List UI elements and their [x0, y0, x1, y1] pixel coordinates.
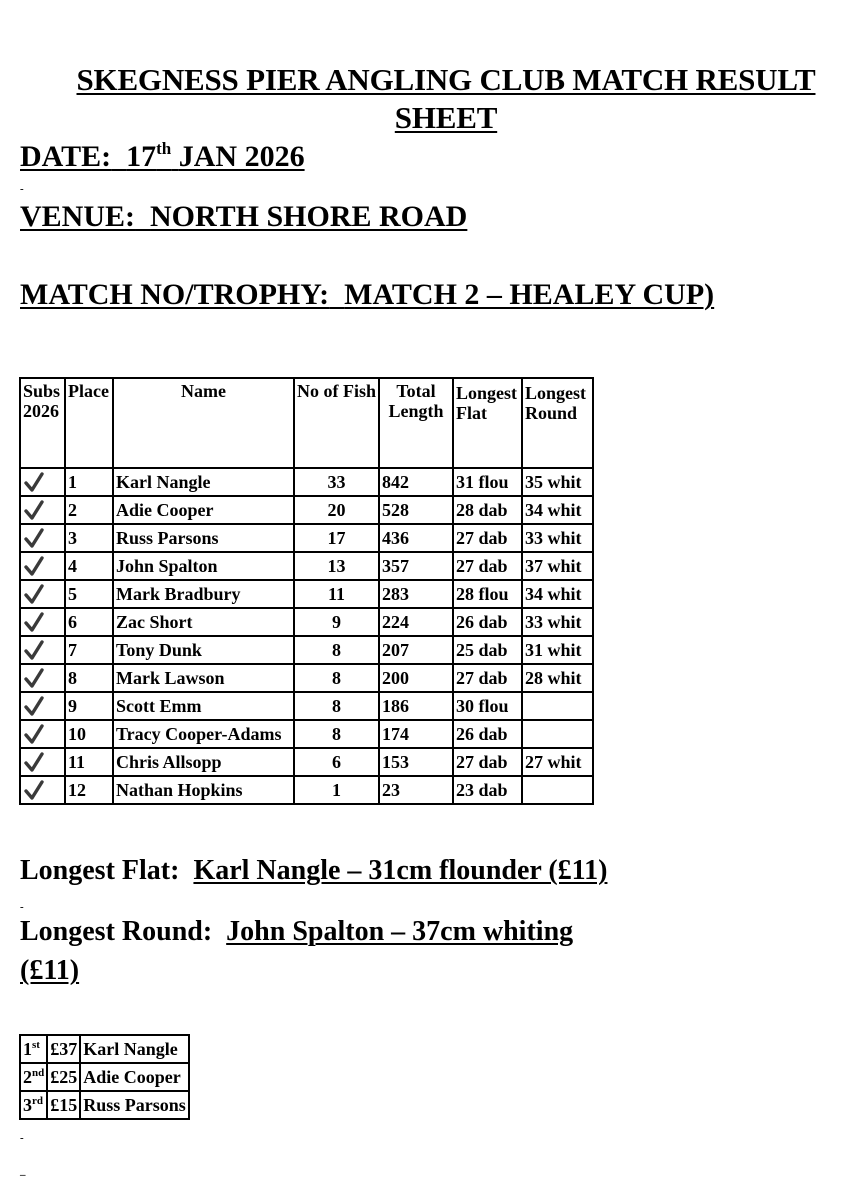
longest-round-value: John Spalton – 37cm whiting: [226, 916, 574, 947]
longest-round-award-line-2: [20, 954, 79, 988]
col-subs: Subs 2026: [20, 378, 65, 468]
title-line-1: SKEGNESS PIER ANGLING CLUB MATCH RESULT: [76, 62, 816, 97]
prize-amount: £25: [47, 1063, 80, 1091]
name-cell: Mark Lawson: [113, 664, 294, 692]
total-length-cell: 174: [379, 720, 453, 748]
subs-cell: [20, 748, 65, 776]
fish-count-cell: 17: [294, 524, 379, 552]
subs-cell: [20, 468, 65, 496]
name-cell: Tracy Cooper-Adams: [113, 720, 294, 748]
place-cell: 12: [65, 776, 113, 804]
place-cell: 5: [65, 580, 113, 608]
longest-round-cell: 37 whit: [522, 552, 593, 580]
subs-cell: [20, 636, 65, 664]
longest-round-cell: 31 whit: [522, 636, 593, 664]
longest-flat-cell: 25 dab: [453, 636, 522, 664]
table-row: [20, 664, 593, 692]
total-length-cell: 153: [379, 748, 453, 776]
name-cell: Scott Emm: [113, 692, 294, 720]
prize-winner: Adie Cooper: [80, 1063, 189, 1091]
prize-row: [20, 1063, 189, 1091]
place-cell: 8: [65, 664, 113, 692]
fish-count-cell: 8: [294, 720, 379, 748]
check-mark-icon: [23, 583, 45, 605]
separator-dash: -: [20, 1132, 24, 1144]
longest-round-cell: 28 whit: [522, 664, 593, 692]
separator-dash: -: [20, 901, 24, 913]
table-row: [20, 468, 593, 496]
prize-table: [19, 1034, 190, 1120]
separator-dash: –: [20, 1169, 26, 1181]
fish-count-cell: 11: [294, 580, 379, 608]
col-no-of-fish: No of Fish: [294, 378, 379, 468]
fish-count-cell: 1: [294, 776, 379, 804]
results-table: [19, 377, 594, 805]
subs-cell: [20, 720, 65, 748]
subs-cell: [20, 580, 65, 608]
total-length-cell: 357: [379, 552, 453, 580]
table-row: [20, 552, 593, 580]
table-row: [20, 636, 593, 664]
name-cell: Adie Cooper: [113, 496, 294, 524]
prize-position: 1st: [20, 1035, 47, 1063]
longest-flat-cell: 31 flou: [453, 468, 522, 496]
longest-round-cell: 33 whit: [522, 524, 593, 552]
col-total-length: Total Length: [379, 378, 453, 468]
table-row: [20, 580, 593, 608]
fish-count-cell: 6: [294, 748, 379, 776]
longest-flat-cell: 26 dab: [453, 720, 522, 748]
longest-flat-award: [20, 854, 607, 888]
date-suffix: th: [156, 139, 172, 158]
page-title: [0, 62, 857, 98]
prize-row: [20, 1035, 189, 1063]
separator-dash: -: [20, 183, 24, 195]
place-cell: 2: [65, 496, 113, 524]
total-length-cell: 436: [379, 524, 453, 552]
place-cell: 3: [65, 524, 113, 552]
results-header-row: [20, 378, 593, 468]
match-label: MATCH NO/TROPHY:: [20, 278, 330, 311]
title-line-2: SHEET: [394, 100, 498, 135]
total-length-cell: 842: [379, 468, 453, 496]
check-mark-icon: [23, 471, 45, 493]
venue-label: VENUE:: [20, 200, 136, 233]
subs-cell: [20, 552, 65, 580]
table-row: [20, 608, 593, 636]
longest-flat-cell: 30 flou: [453, 692, 522, 720]
fish-count-cell: 9: [294, 608, 379, 636]
longest-flat-cell: 28 flou: [453, 580, 522, 608]
check-mark-icon: [23, 499, 45, 521]
date-label: DATE:: [20, 140, 112, 173]
check-mark-icon: [23, 667, 45, 689]
fish-count-cell: 20: [294, 496, 379, 524]
subs-cell: [20, 608, 65, 636]
check-mark-icon: [23, 779, 45, 801]
fish-count-cell: 8: [294, 636, 379, 664]
page-title-line-2: [0, 100, 857, 136]
table-row: [20, 496, 593, 524]
longest-flat-cell: 23 dab: [453, 776, 522, 804]
col-longest-round: Longest Round: [522, 378, 593, 468]
longest-round-award: [20, 915, 573, 949]
table-row: [20, 748, 593, 776]
prize-position: 3rd: [20, 1091, 47, 1119]
place-cell: 10: [65, 720, 113, 748]
fish-count-cell: 8: [294, 692, 379, 720]
longest-flat-cell: 27 dab: [453, 748, 522, 776]
longest-flat-value: Karl Nangle – 31cm flounder (£11): [193, 855, 608, 886]
name-cell: Nathan Hopkins: [113, 776, 294, 804]
table-row: [20, 776, 593, 804]
place-cell: 1: [65, 468, 113, 496]
prize-position: 2nd: [20, 1063, 47, 1091]
longest-flat-cell: 26 dab: [453, 608, 522, 636]
date-line: [20, 140, 305, 174]
fish-count-cell: 13: [294, 552, 379, 580]
name-cell: Chris Allsopp: [113, 748, 294, 776]
total-length-cell: 23: [379, 776, 453, 804]
col-longest-flat: Longest Flat: [453, 378, 522, 468]
check-mark-icon: [23, 751, 45, 773]
match-line: [20, 278, 714, 312]
date-rest: JAN 2026: [178, 140, 305, 173]
subs-cell: [20, 692, 65, 720]
subs-cell: [20, 776, 65, 804]
place-cell: 9: [65, 692, 113, 720]
check-mark-icon: [23, 695, 45, 717]
total-length-cell: 283: [379, 580, 453, 608]
fish-count-cell: 8: [294, 664, 379, 692]
name-cell: Russ Parsons: [113, 524, 294, 552]
longest-round-cell: [522, 776, 593, 804]
venue-line: [20, 200, 467, 234]
name-cell: Mark Bradbury: [113, 580, 294, 608]
total-length-cell: 528: [379, 496, 453, 524]
total-length-cell: 207: [379, 636, 453, 664]
check-mark-icon: [23, 555, 45, 577]
longest-flat-cell: 27 dab: [453, 664, 522, 692]
subs-cell: [20, 524, 65, 552]
subs-cell: [20, 496, 65, 524]
place-cell: 11: [65, 748, 113, 776]
total-length-cell: 224: [379, 608, 453, 636]
prize-row: [20, 1091, 189, 1119]
match-value: MATCH 2 – HEALEY CUP): [344, 278, 715, 311]
longest-round-cell: 33 whit: [522, 608, 593, 636]
longest-flat-cell: 27 dab: [453, 552, 522, 580]
longest-flat-label: Longest Flat:: [20, 855, 180, 886]
name-cell: Tony Dunk: [113, 636, 294, 664]
longest-round-cell: 27 whit: [522, 748, 593, 776]
longest-round-cell: 34 whit: [522, 496, 593, 524]
col-name: Name: [113, 378, 294, 468]
subs-cell: [20, 664, 65, 692]
check-mark-icon: [23, 611, 45, 633]
longest-round-cell: [522, 692, 593, 720]
prize-amount: £37: [47, 1035, 80, 1063]
longest-round-cell: 34 whit: [522, 580, 593, 608]
name-cell: Zac Short: [113, 608, 294, 636]
fish-count-cell: 33: [294, 468, 379, 496]
table-row: [20, 692, 593, 720]
longest-round-cell: 35 whit: [522, 468, 593, 496]
venue-value: NORTH SHORE ROAD: [150, 200, 468, 233]
longest-flat-cell: 27 dab: [453, 524, 522, 552]
longest-round-cell: [522, 720, 593, 748]
longest-round-label: Longest Round:: [20, 916, 213, 947]
table-row: [20, 524, 593, 552]
table-row: [20, 720, 593, 748]
date-day: 17: [126, 140, 157, 173]
prize-amount: £15: [47, 1091, 80, 1119]
check-mark-icon: [23, 527, 45, 549]
check-mark-icon: [23, 723, 45, 745]
place-cell: 6: [65, 608, 113, 636]
place-cell: 7: [65, 636, 113, 664]
place-cell: 4: [65, 552, 113, 580]
longest-flat-cell: 28 dab: [453, 496, 522, 524]
prize-winner: Russ Parsons: [80, 1091, 189, 1119]
name-cell: Karl Nangle: [113, 468, 294, 496]
name-cell: John Spalton: [113, 552, 294, 580]
col-place: Place: [65, 378, 113, 468]
total-length-cell: 200: [379, 664, 453, 692]
total-length-cell: 186: [379, 692, 453, 720]
prize-winner: Karl Nangle: [80, 1035, 189, 1063]
longest-round-prize: (£11): [20, 955, 80, 986]
check-mark-icon: [23, 639, 45, 661]
